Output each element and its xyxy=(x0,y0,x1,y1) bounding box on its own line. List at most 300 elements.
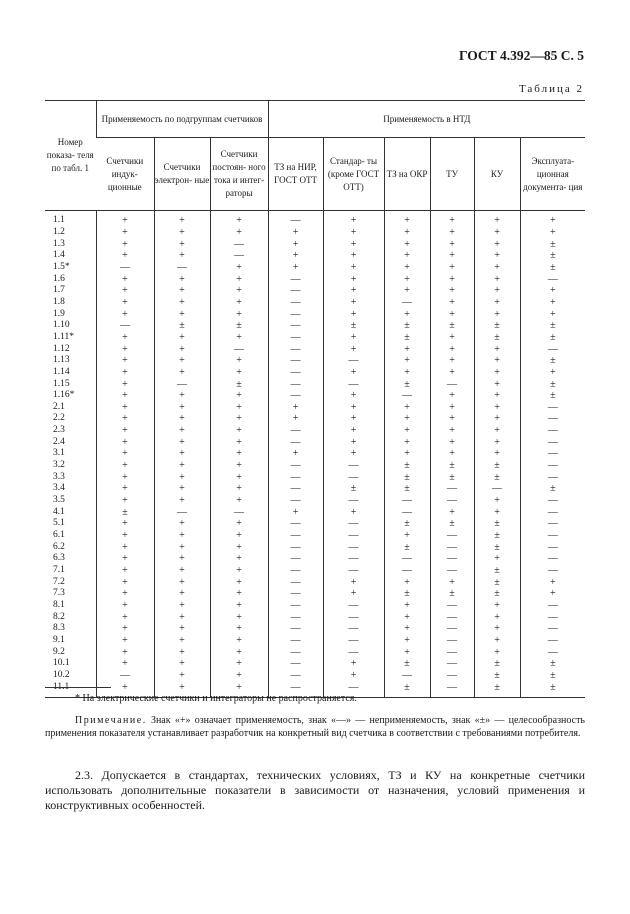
table-cell: + xyxy=(154,483,210,495)
table-cell: ± xyxy=(430,471,474,483)
table-cell: ± xyxy=(430,518,474,530)
table-cell: + xyxy=(154,425,210,437)
row-index-cell: 1.16* xyxy=(53,390,75,401)
row-index-cell: 10.1 xyxy=(53,658,70,669)
table-cell: + xyxy=(430,332,474,344)
table-cell: + xyxy=(474,425,520,437)
row-index-cell: 8.3 xyxy=(53,623,65,634)
table-cell: — xyxy=(268,530,323,542)
table-cell: — xyxy=(268,425,323,437)
table-cell: ± xyxy=(474,320,520,332)
table-cell: ± xyxy=(384,471,430,483)
row-index-cell: 1.8 xyxy=(53,296,65,307)
table-cell: + xyxy=(268,506,323,518)
table-row xyxy=(45,402,585,414)
table-cell: — xyxy=(520,273,585,285)
table-cell: — xyxy=(430,378,474,390)
table-cell: + xyxy=(430,448,474,460)
table-cell: ± xyxy=(520,483,585,495)
table-cell: + xyxy=(430,413,474,425)
table-cell: + xyxy=(96,600,154,612)
table-cell: + xyxy=(323,425,384,437)
table-cell: + xyxy=(210,541,268,553)
table-cell: — xyxy=(384,390,430,402)
table-cell: + xyxy=(154,332,210,344)
table-cell: + xyxy=(323,273,384,285)
table-body xyxy=(45,211,585,698)
table-row xyxy=(45,495,585,507)
table-cell: + xyxy=(154,681,210,697)
table-row xyxy=(45,378,585,390)
table-row xyxy=(45,541,585,553)
table-cell: ± xyxy=(474,471,520,483)
table-cell: + xyxy=(323,448,384,460)
table-row xyxy=(45,506,585,518)
table-cell: + xyxy=(323,262,384,274)
table-cell: + xyxy=(210,611,268,623)
table-cell: + xyxy=(210,448,268,460)
table-cell: + xyxy=(154,460,210,472)
table-cell: ± xyxy=(474,576,520,588)
table-cell: + xyxy=(430,402,474,414)
table-cell: + xyxy=(96,681,154,697)
table-cell: + xyxy=(520,285,585,297)
row-index-cell: 1.9 xyxy=(53,308,65,319)
table-cell: — xyxy=(268,670,323,682)
table-cell: ± xyxy=(474,460,520,472)
table-cell: + xyxy=(323,308,384,320)
footnote-rule xyxy=(45,687,111,688)
table-cell: + xyxy=(430,285,474,297)
table-cell: + xyxy=(96,285,154,297)
table-cell: ± xyxy=(520,658,585,670)
table-cell: — xyxy=(268,611,323,623)
table-cell: + xyxy=(96,460,154,472)
table-cell: + xyxy=(430,262,474,274)
table-cell: — xyxy=(520,611,585,623)
row-index-cell: 1.6 xyxy=(53,273,65,284)
note-text: Знак «+» означает применяемость, знак «—» — неприменяемость, знак «±» — целесообразность применения показателя устанавливает разработчик на конкретный вид счетчика в соответствии с требованиями потребителя. xyxy=(45,715,585,739)
table-cell: ± xyxy=(520,378,585,390)
table-cell: — xyxy=(210,250,268,262)
table-cell: ± xyxy=(384,320,430,332)
table-cell: + xyxy=(323,211,384,227)
table-cell: ± xyxy=(474,332,520,344)
table-cell: + xyxy=(474,611,520,623)
table-cell: + xyxy=(474,553,520,565)
table-cell: + xyxy=(154,658,210,670)
column-header: ТЗ на НИР, ГОСТ ОТТ xyxy=(268,138,323,211)
table-cell: — xyxy=(430,670,474,682)
table-cell: + xyxy=(210,623,268,635)
table-cell: + xyxy=(474,343,520,355)
table-cell: + xyxy=(384,367,430,379)
table-cell: + xyxy=(154,495,210,507)
table-cell: + xyxy=(210,273,268,285)
table-cell: — xyxy=(268,308,323,320)
table-cell: + xyxy=(154,308,210,320)
row-index-cell: 1.7 xyxy=(53,285,65,296)
table-cell: + xyxy=(430,227,474,239)
row-index-cell: 7.2 xyxy=(53,576,65,587)
table-cell: + xyxy=(520,576,585,588)
note xyxy=(45,714,585,740)
table-cell: + xyxy=(154,238,210,250)
table-cell: ± xyxy=(384,460,430,472)
table-cell: ± xyxy=(520,250,585,262)
table-cell: — xyxy=(268,646,323,658)
table-row xyxy=(45,297,585,309)
table-cell: ± xyxy=(474,681,520,697)
table-cell: — xyxy=(430,635,474,647)
table-cell: + xyxy=(268,448,323,460)
table-cell: — xyxy=(268,681,323,697)
table-cell: + xyxy=(474,285,520,297)
table-cell: + xyxy=(474,227,520,239)
column-header: Стандар- ты (кроме ГОСТ ОТТ) xyxy=(323,138,384,211)
table-cell: + xyxy=(210,471,268,483)
table-cell: + xyxy=(96,588,154,600)
table-cell: + xyxy=(210,211,268,227)
table-cell: — xyxy=(268,460,323,472)
table-cell: + xyxy=(323,238,384,250)
table-cell: ± xyxy=(323,483,384,495)
table-cell: — xyxy=(520,541,585,553)
table-cell: + xyxy=(384,308,430,320)
table-cell: + xyxy=(474,623,520,635)
table-cell: + xyxy=(474,308,520,320)
table-cell: + xyxy=(210,285,268,297)
table-cell: + xyxy=(474,635,520,647)
table-cell: + xyxy=(268,413,323,425)
row-index-cell: 1.2 xyxy=(53,226,65,237)
table-cell: + xyxy=(154,297,210,309)
table-cell: — xyxy=(474,483,520,495)
table-row xyxy=(45,390,585,402)
table-cell: + xyxy=(210,308,268,320)
table-row xyxy=(45,308,585,320)
table-cell: + xyxy=(474,297,520,309)
table-row xyxy=(45,273,585,285)
table-cell: — xyxy=(268,658,323,670)
table-cell: + xyxy=(96,273,154,285)
table-cell: — xyxy=(268,211,323,227)
footnote: * На электрические счетчики и интеграторы не распространяется. xyxy=(75,693,357,704)
table-cell: + xyxy=(96,211,154,227)
table-cell: ± xyxy=(384,658,430,670)
table-cell: + xyxy=(154,448,210,460)
table-cell: — xyxy=(520,471,585,483)
table-cell: + xyxy=(154,413,210,425)
table-cell: + xyxy=(210,565,268,577)
table-cell: + xyxy=(430,425,474,437)
table-cell: + xyxy=(154,635,210,647)
table-cell: ± xyxy=(474,658,520,670)
table-cell: + xyxy=(520,297,585,309)
table-row xyxy=(45,367,585,379)
table-cell: + xyxy=(210,495,268,507)
table-cell: ± xyxy=(520,390,585,402)
table-cell: — xyxy=(520,530,585,542)
table-row xyxy=(45,320,585,332)
table-cell: ± xyxy=(430,320,474,332)
table-row xyxy=(45,483,585,495)
table-cell: — xyxy=(430,483,474,495)
table-cell: — xyxy=(520,495,585,507)
table-cell: — xyxy=(520,413,585,425)
column-header: ТУ xyxy=(430,138,474,211)
table-cell: — xyxy=(268,565,323,577)
table-cell: + xyxy=(210,518,268,530)
table-cell: + xyxy=(210,670,268,682)
table-cell: + xyxy=(96,378,154,390)
column-header: Эксплуата- ционная документа- ция xyxy=(520,138,585,211)
table-cell: + xyxy=(384,635,430,647)
table-cell: + xyxy=(96,611,154,623)
table-cell: + xyxy=(474,211,520,227)
table-cell: — xyxy=(520,425,585,437)
table-cell: + xyxy=(154,530,210,542)
table-cell: ± xyxy=(474,530,520,542)
table-cell: — xyxy=(268,553,323,565)
table-cell: — xyxy=(268,600,323,612)
table-cell: + xyxy=(154,343,210,355)
row-index-cell: 3.1 xyxy=(53,448,65,459)
table-cell: — xyxy=(323,553,384,565)
table-cell: + xyxy=(210,297,268,309)
table-cell: ± xyxy=(474,541,520,553)
table-cell: + xyxy=(323,670,384,682)
row-index-cell: 3.5 xyxy=(53,495,65,506)
table-cell: + xyxy=(474,402,520,414)
table-cell: — xyxy=(323,611,384,623)
table-row xyxy=(45,471,585,483)
column-header: Счетчики электрон- ные xyxy=(154,138,210,211)
table-cell: + xyxy=(474,448,520,460)
table-cell: + xyxy=(268,402,323,414)
table-row xyxy=(45,588,585,600)
table-cell: — xyxy=(520,460,585,472)
table-cell: — xyxy=(520,565,585,577)
table-row xyxy=(45,332,585,344)
table-cell: + xyxy=(384,250,430,262)
table-cell: + xyxy=(323,506,384,518)
table-cell: — xyxy=(210,343,268,355)
table-cell: ± xyxy=(384,681,430,697)
table-cell: + xyxy=(210,576,268,588)
table-cell: + xyxy=(96,332,154,344)
row-index-cell: 1.14 xyxy=(53,366,70,377)
table-cell: + xyxy=(384,646,430,658)
table-cell: ± xyxy=(384,588,430,600)
table-cell: ± xyxy=(474,518,520,530)
row-index-cell: 9.1 xyxy=(53,634,65,645)
table-cell: — xyxy=(323,518,384,530)
table-cell: + xyxy=(323,343,384,355)
table-cell: + xyxy=(154,250,210,262)
table-row xyxy=(45,413,585,425)
table-cell: — xyxy=(268,623,323,635)
table-cell: + xyxy=(384,355,430,367)
table-cell: + xyxy=(96,483,154,495)
row-index-cell: 1.1 xyxy=(53,215,65,226)
table-cell: + xyxy=(154,273,210,285)
table-cell: — xyxy=(520,343,585,355)
table-cell: + xyxy=(384,436,430,448)
table-cell: + xyxy=(430,506,474,518)
table-cell: ± xyxy=(384,483,430,495)
table-cell: + xyxy=(384,238,430,250)
table-cell: + xyxy=(154,227,210,239)
table-cell: — xyxy=(96,320,154,332)
table-cell: + xyxy=(96,553,154,565)
note-lead: Примечание. xyxy=(75,715,147,726)
table-cell: — xyxy=(268,635,323,647)
row-index-cell: 3.3 xyxy=(53,471,65,482)
table-cell: + xyxy=(210,402,268,414)
table-cell: — xyxy=(430,623,474,635)
table-cell: — xyxy=(154,262,210,274)
table-cell: + xyxy=(384,227,430,239)
column-header-index: Номер показа- теля по табл. 1 xyxy=(45,101,96,211)
table-cell: + xyxy=(210,483,268,495)
row-index-cell: 4.1 xyxy=(53,506,65,517)
row-index-cell: 9.2 xyxy=(53,646,65,657)
table-cell: — xyxy=(384,506,430,518)
table-cell: + xyxy=(96,436,154,448)
table-cell: + xyxy=(474,646,520,658)
table-cell: + xyxy=(210,460,268,472)
table-cell: + xyxy=(430,436,474,448)
table-cell: + xyxy=(96,635,154,647)
table-cell: + xyxy=(154,623,210,635)
table-cell: — xyxy=(520,600,585,612)
table-cell: + xyxy=(323,658,384,670)
table-cell: + xyxy=(474,413,520,425)
table-cell: + xyxy=(210,355,268,367)
table-row xyxy=(45,518,585,530)
table-cell: + xyxy=(154,588,210,600)
table-row xyxy=(45,211,585,227)
table-row xyxy=(45,448,585,460)
table-cell: + xyxy=(210,600,268,612)
table-cell: + xyxy=(96,646,154,658)
table-cell: + xyxy=(384,285,430,297)
row-index-cell: 8.2 xyxy=(53,611,65,622)
table-cell: + xyxy=(474,506,520,518)
table-cell: + xyxy=(210,530,268,542)
table-row xyxy=(45,425,585,437)
table-cell: + xyxy=(323,413,384,425)
table-cell: + xyxy=(210,367,268,379)
table-cell: + xyxy=(154,436,210,448)
table-cell: + xyxy=(268,262,323,274)
table-cell: — xyxy=(520,518,585,530)
table-cell: + xyxy=(96,518,154,530)
table-cell: — xyxy=(430,541,474,553)
table-cell: + xyxy=(154,390,210,402)
table-cell: + xyxy=(210,262,268,274)
table-cell: — xyxy=(268,378,323,390)
table-cell: + xyxy=(384,623,430,635)
table-cell: + xyxy=(96,367,154,379)
table-cell: ± xyxy=(384,518,430,530)
table-cell: + xyxy=(210,646,268,658)
table-cell: + xyxy=(96,308,154,320)
table-cell: ± xyxy=(520,670,585,682)
table-cell: ± xyxy=(520,238,585,250)
table-cell: — xyxy=(268,367,323,379)
table-cell: + xyxy=(96,658,154,670)
table-cell: + xyxy=(154,285,210,297)
table-cell: + xyxy=(384,211,430,227)
table-cell: ± xyxy=(384,332,430,344)
table-cell: + xyxy=(210,553,268,565)
table-cell: ± xyxy=(520,332,585,344)
table-cell: + xyxy=(268,238,323,250)
table-cell: + xyxy=(430,308,474,320)
table-cell: ± xyxy=(384,378,430,390)
column-header: ТЗ на ОКР xyxy=(384,138,430,211)
table-cell: + xyxy=(323,576,384,588)
table-cell: + xyxy=(430,355,474,367)
table-cell: + xyxy=(474,600,520,612)
table-cell: + xyxy=(96,413,154,425)
table-cell: — xyxy=(520,436,585,448)
table-cell: + xyxy=(96,355,154,367)
table-cell: + xyxy=(210,227,268,239)
row-index-cell: 1.4 xyxy=(53,250,65,261)
table-cell: — xyxy=(323,565,384,577)
table-cell: + xyxy=(268,227,323,239)
row-index-cell: 1.15 xyxy=(53,378,70,389)
table-cell: — xyxy=(323,460,384,472)
table-cell: + xyxy=(474,273,520,285)
table-cell: + xyxy=(323,227,384,239)
table-cell: — xyxy=(430,530,474,542)
table-cell: + xyxy=(154,402,210,414)
table-cell: + xyxy=(96,530,154,542)
column-header: Счетчики постоян- ного тока и интег- раторы xyxy=(210,138,268,211)
table-cell: — xyxy=(96,262,154,274)
row-index-cell: 1.11* xyxy=(53,331,75,342)
table-cell: — xyxy=(323,541,384,553)
table-cell: ± xyxy=(96,506,154,518)
table-cell: — xyxy=(520,635,585,647)
table-cell: + xyxy=(154,541,210,553)
table-cell: + xyxy=(384,600,430,612)
row-index-cell: 5.1 xyxy=(53,518,65,529)
table-cell: + xyxy=(154,518,210,530)
table-row xyxy=(45,658,585,670)
paragraph-2-3: 2.3. Допускается в стандартах, технических условиях, ТЗ и КУ на конкретные счетчики использовать дополнительные показатели в зависимости от назначения, условий применения и конструктивных особенностей. xyxy=(45,768,585,812)
row-index-cell: 1.13 xyxy=(53,355,70,366)
table-cell: + xyxy=(520,227,585,239)
table-cell: — xyxy=(210,506,268,518)
table-cell: — xyxy=(520,553,585,565)
table-cell: + xyxy=(323,367,384,379)
column-header: Счетчики индук- ционные xyxy=(96,138,154,211)
table-cell: — xyxy=(384,565,430,577)
table-cell: — xyxy=(323,378,384,390)
table-cell: ± xyxy=(474,565,520,577)
table-cell: — xyxy=(323,623,384,635)
column-header: КУ xyxy=(474,138,520,211)
table-cell: — xyxy=(430,565,474,577)
table-cell: — xyxy=(323,600,384,612)
row-index-cell: 8.1 xyxy=(53,599,65,610)
table-row xyxy=(45,460,585,472)
